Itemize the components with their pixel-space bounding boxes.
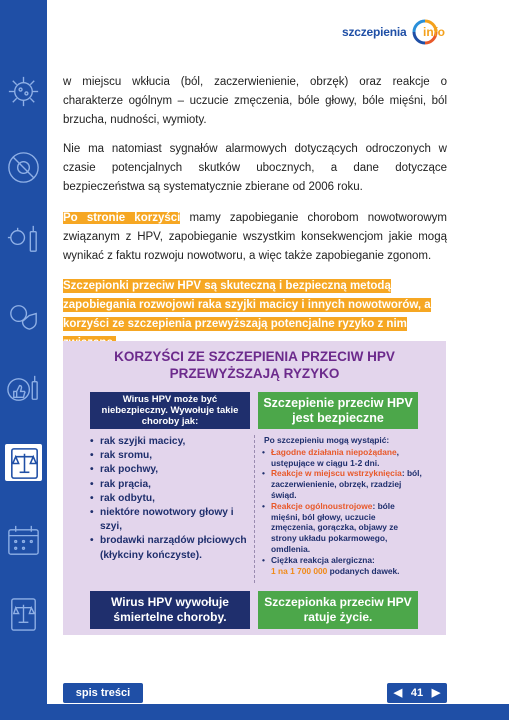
list-item: • rak pochwy,: [90, 463, 250, 477]
page-navigator: [387, 683, 447, 703]
conclusion-highlight: Szczepionki przeciw HPV są skuteczną i bezpieczną metodą zapobiegania rozwojowi raka szyjki macicy i innych nowotworów, a korzyści ze szczepienia przewyższają potencjalne ryzyko z nim: [63, 279, 431, 350]
infographic-title-line1: KORZYŚCI ZE SZCZEPIENIA PRZECIW HPV: [114, 349, 395, 364]
hpv-deadly-footer-text: Wirus HPV wywołuje śmiertelne choroby.: [111, 595, 229, 624]
disease-list: [90, 435, 250, 563]
previous-page-icon[interactable]: ◀: [393, 687, 403, 699]
effect-text: : bóle mięśni, ból głowy, uczucie zmęczenia, gorączka, objawy ze strony układu pokarmowego, omdlenia.: [271, 500, 399, 554]
document-scales-icon[interactable]: [4, 595, 43, 634]
benefits-highlight: Po stronie korzyści: [63, 212, 181, 224]
list-item: • rak odbytu,: [90, 492, 250, 506]
list-item: [262, 447, 422, 469]
list-item: • rak szyjki macicy,: [90, 435, 250, 449]
vaccine-safe-header-text: Szczepienie przeciw HPV jest bezpieczne: [263, 395, 413, 425]
logo-text: szczepienia: [342, 25, 407, 39]
paragraph-side-effects: w miejscu wkłucia (ból, zaczerwienienie, obrzęk) oraz reakcje o charakterze ogólnym – uczucie zmęczenia, bóle głowy, bóle mięśni, ból brzucha, nudności, wymioty.: [63, 76, 447, 126]
virus-icon[interactable]: [4, 72, 43, 111]
list-item: [262, 501, 422, 555]
hpv-danger-header-text: Wirus HPV może być niebezpieczny. Wywołuje takie choroby jak:: [101, 394, 239, 427]
vaccine-virus-icon[interactable]: [4, 220, 43, 259]
thumbs-up-syringe-icon[interactable]: [4, 370, 43, 409]
allergy-rest: podanych dawek.: [327, 565, 400, 576]
list-item: • niektóre nowotwory głowy i szyi,: [90, 506, 250, 534]
scales-icon[interactable]: [5, 444, 42, 481]
benefits-text: mamy zapobieganie chorobom nowotworowym związanym z HPV, zapobieganie wszystkim konsekwencjom jakie mogą wynikać z faktu rozwoju nowotworu, a więc także zapobieganie zgonom.: [63, 212, 447, 262]
side-effects-list: [262, 435, 422, 576]
list-item: • brodawki narządów płciowych (kłykciny kończyste).: [90, 534, 250, 562]
effect-text: Ciężka reakcja alergiczna:: [271, 554, 375, 565]
effect-text: : ból, zaczerwienienie, obrzęk, rzadziej świąd.: [271, 468, 422, 500]
no-virus-icon[interactable]: [4, 148, 43, 187]
allergy-rate: 1 na 1 700 000: [271, 565, 328, 576]
sidebar: [0, 0, 47, 720]
footer-bar: [47, 704, 509, 720]
virus-shield-icon[interactable]: [4, 296, 43, 335]
table-of-contents-button[interactable]: spis treści: [63, 683, 143, 703]
site-logo[interactable]: [342, 17, 452, 47]
infographic-benefits-vs-risk: [63, 341, 446, 635]
hpv-danger-header: [90, 392, 250, 429]
effect-lead: Reakcje ogólnoustrojowe: [271, 500, 373, 511]
hpv-deadly-footer: [90, 591, 250, 629]
page-number: 41: [410, 687, 424, 699]
list-item: [262, 555, 422, 577]
logo-suffix: info: [423, 25, 445, 39]
effect-text: , ustępujące w ciągu 1-2 dni.: [271, 446, 399, 468]
effect-lead: Łagodne działania niepożądane: [271, 446, 397, 457]
vaccine-safe-header: [258, 392, 418, 429]
effect-lead: Reakcje w miejscu wstrzyknięcia: [271, 468, 402, 479]
vaccine-saves-footer: [258, 591, 418, 629]
list-item: [262, 468, 422, 500]
column-divider: [254, 435, 255, 583]
side-effects-intro: Po szczepieniu mogą wystąpić:: [264, 435, 390, 445]
paragraph-safety-data: Nie ma natomiast sygnałów alarmowych dotyczących odroczonych w czasie potencjalnych skutków ubocznych, a dane dotyczące bezpieczeństwa są systematycznie zbierane od 2006 roku.: [63, 143, 447, 193]
list-item: • rak prącia,: [90, 478, 250, 492]
vaccine-saves-footer-text: Szczepionka przeciw HPV ratuje życie.: [264, 595, 412, 624]
infographic-title: [63, 348, 446, 382]
paragraph-benefits: [63, 209, 447, 266]
list-item: • rak sromu,: [90, 449, 250, 463]
infographic-title-line2: PRZEWYŻSZAJĄ RYZYKO: [169, 366, 340, 381]
next-page-icon[interactable]: ▶: [431, 687, 441, 699]
calendar-icon[interactable]: [4, 521, 43, 560]
